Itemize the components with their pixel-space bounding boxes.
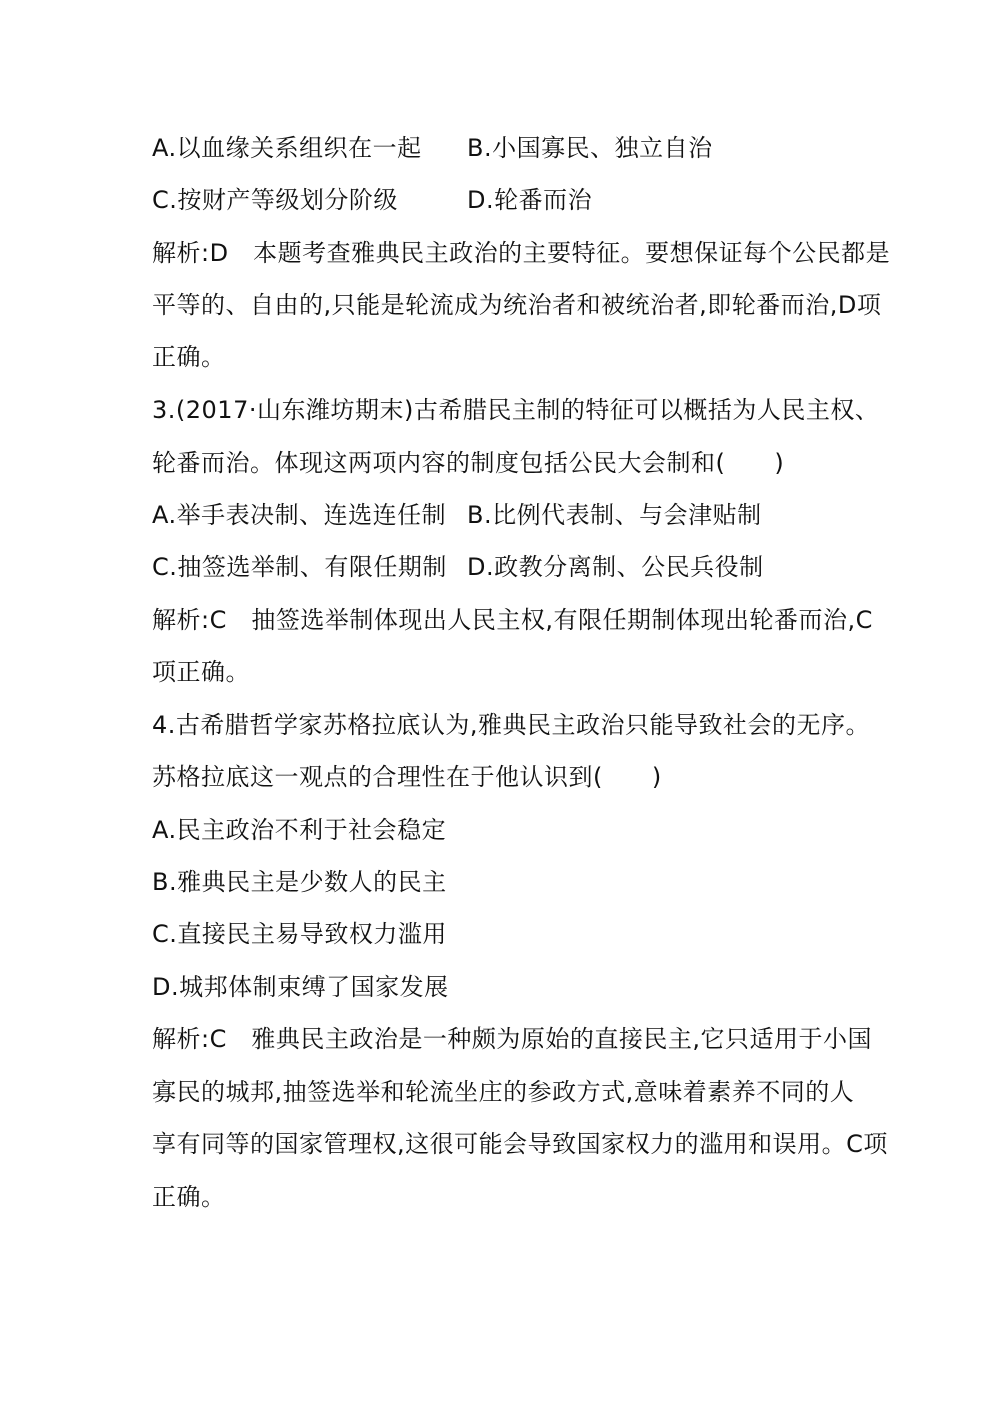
q4-stem-line-1: 4.古希腊哲学家苏格拉底认为,雅典民主政治只能导致社会的无序。 [152,711,871,739]
q3-option-d: D.政教分离制、公民兵役制 [467,553,764,581]
q2-analysis-line-3: 正确。 [152,343,226,371]
q4-option-c: C.直接民主易导致权力滥用 [152,920,447,948]
q4-option-d: D.城邦体制束缚了国家发展 [152,973,449,1001]
q4-option-b: B.雅典民主是少数人的民主 [152,868,447,896]
q2-analysis-line-1: 解析:D 本题考查雅典民主政治的主要特征。要想保证每个公民都是 [152,239,891,267]
q3-analysis-line-1: 解析:C 抽签选举制体现出人民主权,有限任期制体现出轮番而治,C [152,606,873,634]
q2-analysis-line-2: 平等的、自由的,只能是轮流成为统治者和被统治者,即轮番而治,D项 [152,291,882,319]
q4-analysis-line-4: 正确。 [152,1183,226,1211]
q3-option-a: A.举手表决制、连选连任制 [152,501,447,529]
q4-analysis-line-2: 寡民的城邦,抽签选举和轮流坐庄的参政方式,意味着素养不同的人 [152,1078,855,1106]
q2-option-a: A.以血缘关系组织在一起 [152,134,422,162]
q3-analysis-line-2: 项正确。 [152,658,250,686]
q2-option-d: D.轮番而治 [467,186,593,214]
q4-option-a: A.民主政治不利于社会稳定 [152,816,447,844]
q3-stem-line-2: 轮番而治。体现这两项内容的制度包括公民大会制和( ) [152,449,785,477]
q4-stem-line-2: 苏格拉底这一观点的合理性在于他认识到( ) [152,763,662,791]
q3-stem-line-1: 3.(2017·山东潍坊期末)古希腊民主制的特征可以概括为人民主权、 [152,396,880,424]
q4-analysis-line-3: 享有同等的国家管理权,这很可能会导致国家权力的滥用和误用。C项 [152,1130,888,1158]
q3-option-b: B.比例代表制、与会津贴制 [467,501,762,529]
q2-option-c: C.按财产等级划分阶级 [152,186,398,214]
q4-analysis-line-1: 解析:C 雅典民主政治是一种颇为原始的直接民主,它只适用于小国 [152,1025,872,1053]
q2-option-b: B.小国寡民、独立自治 [467,134,713,162]
q3-option-c: C.抽签选举制、有限任期制 [152,553,447,581]
